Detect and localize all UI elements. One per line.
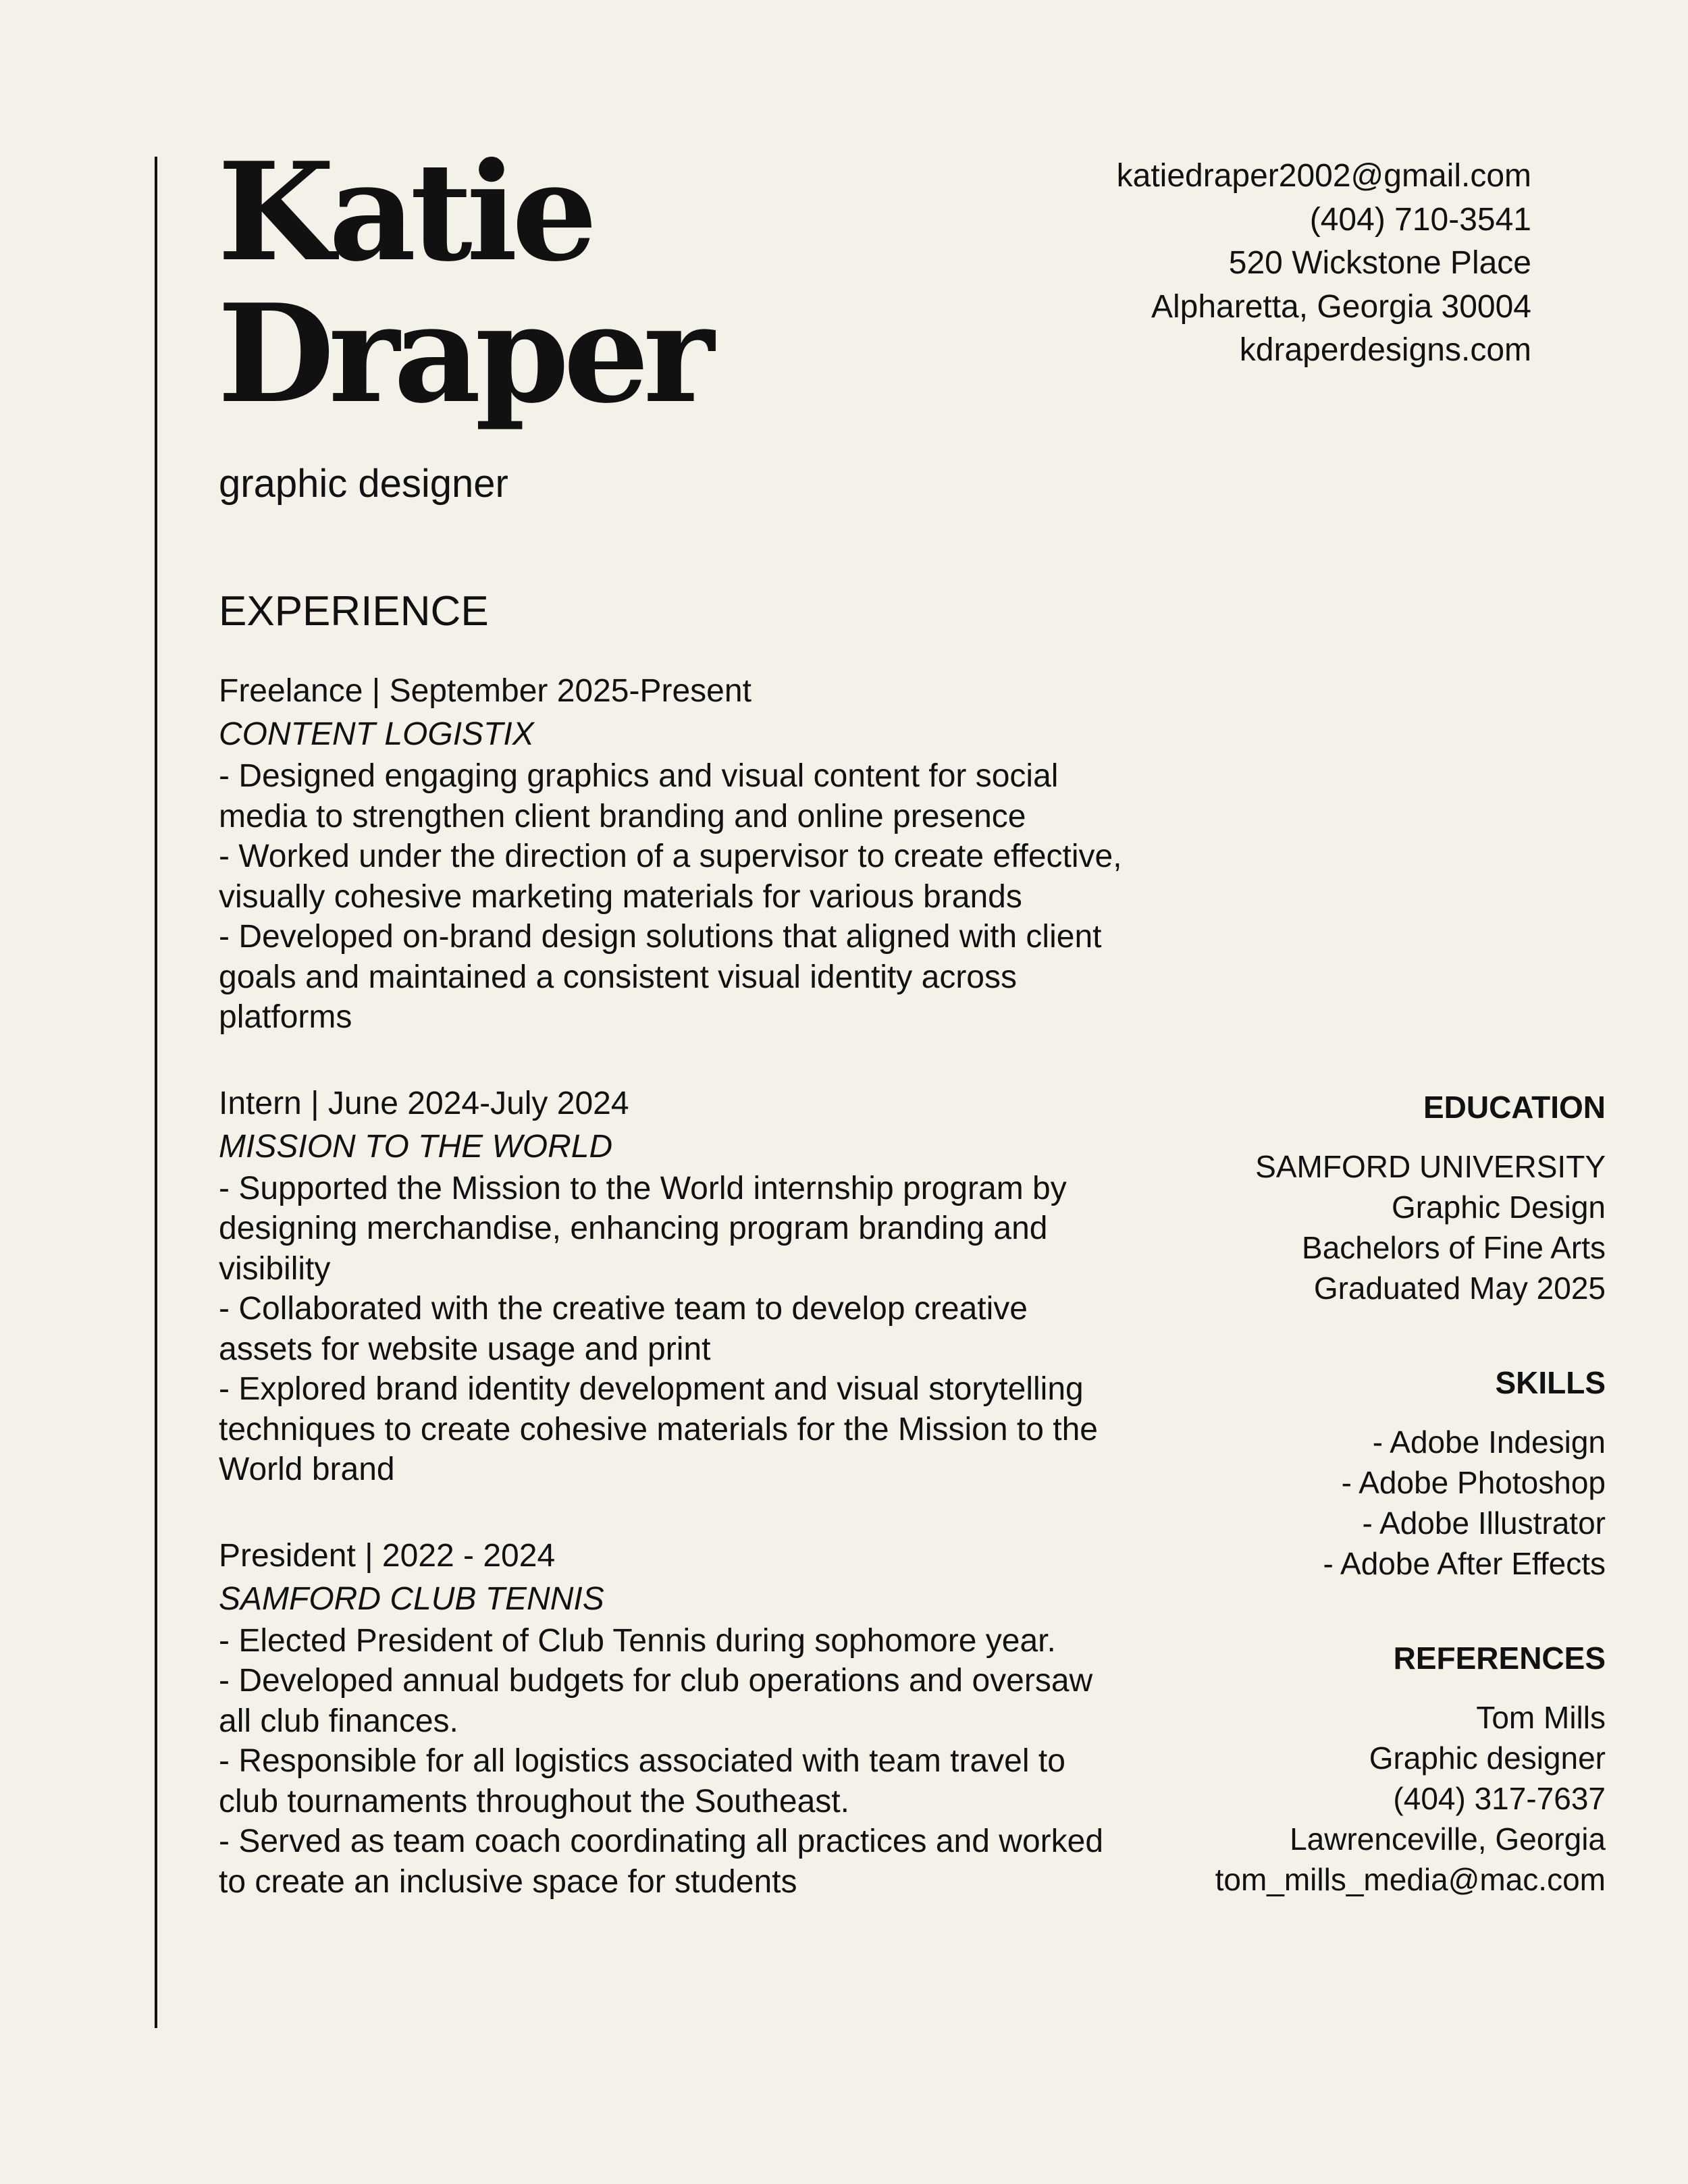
job-bullet: - Explored brand identity development and visual storytelling techniques to create cohesive materials for the Mission to the World brand [219,1371,1098,1487]
job-entry [219,1082,1130,1490]
vertical-rule [155,157,157,2028]
job-bullet: - Elected President of Club Tennis during sophomore year. [219,1622,1056,1659]
contact-city: Alpharetta, Georgia 30004 [1151,288,1531,325]
references-heading: REFERENCES [1393,1641,1606,1676]
job-organization: CONTENT LOGISTIX [219,716,534,752]
job-bullet: - Worked under the direction of a supervisor to create effective, visually cohesive marketing materials for various brands [219,838,1122,915]
last-name: Draper [217,275,708,433]
reference-line: (404) 317-7637 [1393,1781,1606,1816]
skills-section [1065,1362,1606,1584]
contact-website[interactable]: kdraperdesigns.com [1239,332,1531,368]
education-heading: EDUCATION [1423,1090,1606,1125]
name-block [217,133,708,433]
job-bullet: - Developed on-brand design solutions that aligned with client goals and maintained a consistent visual identity across platforms [219,919,1102,1035]
skill-item: - Adobe Photoshop [1341,1465,1606,1500]
job-bullet: - Supported the Mission to the World internship program by designing merchandise, enhancing program branding and visibility [219,1170,1067,1287]
job-title: Intern | June 2024-July 2024 [219,1085,629,1121]
education-line: Bachelors of Fine Arts [1302,1230,1606,1265]
education-line: Graduated May 2025 [1313,1271,1606,1306]
job-organization: MISSION TO THE WORLD [219,1128,613,1165]
contact-street: 520 Wickstone Place [1228,245,1531,281]
references-section [1065,1638,1606,1900]
skill-item: - Adobe After Effects [1323,1546,1606,1581]
skills-heading: SKILLS [1495,1365,1606,1400]
contact-email[interactable]: katiedraper2002@gmail.com [1116,158,1531,194]
contact-block [1117,155,1531,373]
job-entry [219,670,1130,1038]
skill-item: - Adobe Illustrator [1362,1506,1606,1541]
job-organization: SAMFORD CLUB TENNIS [219,1580,604,1617]
education-line: Graphic Design [1391,1190,1606,1225]
job-title: Freelance | September 2025-Present [219,673,751,709]
job-subtitle: graphic designer [219,462,508,506]
contact-phone: (404) 710-3541 [1309,201,1531,238]
job-title: President | 2022 - 2024 [219,1537,556,1574]
job-bullet: - Designed engaging graphics and visual content for social media to strengthen client branding and online presence [219,758,1059,834]
reference-email[interactable]: tom_mills_media@mac.com [1215,1862,1606,1897]
experience-list [219,670,1130,1946]
first-name: Katie [217,133,592,292]
job-bullet: - Responsible for all logistics associated with team travel to club tournaments throughout the Southeast. [219,1743,1065,1819]
job-bullet: - Collaborated with the creative team to develop creative assets for website usage and print [219,1291,1028,1367]
job-entry [219,1535,1130,1902]
job-bullet: - Served as team coach coordinating all practices and worked to create an inclusive space for students [219,1823,1104,1900]
experience-heading: EXPERIENCE [219,588,489,635]
reference-line: Tom Mills [1476,1700,1606,1735]
education-section [1065,1087,1606,1308]
sidebar-column [1065,1087,1606,1900]
reference-line: Lawrenceville, Georgia [1290,1821,1606,1857]
reference-line: Graphic designer [1369,1740,1606,1776]
job-bullet: - Developed annual budgets for club operations and oversaw all club finances. [219,1663,1093,1739]
skill-item: - Adobe Indesign [1372,1424,1606,1460]
education-line: SAMFORD UNIVERSITY [1255,1149,1606,1184]
